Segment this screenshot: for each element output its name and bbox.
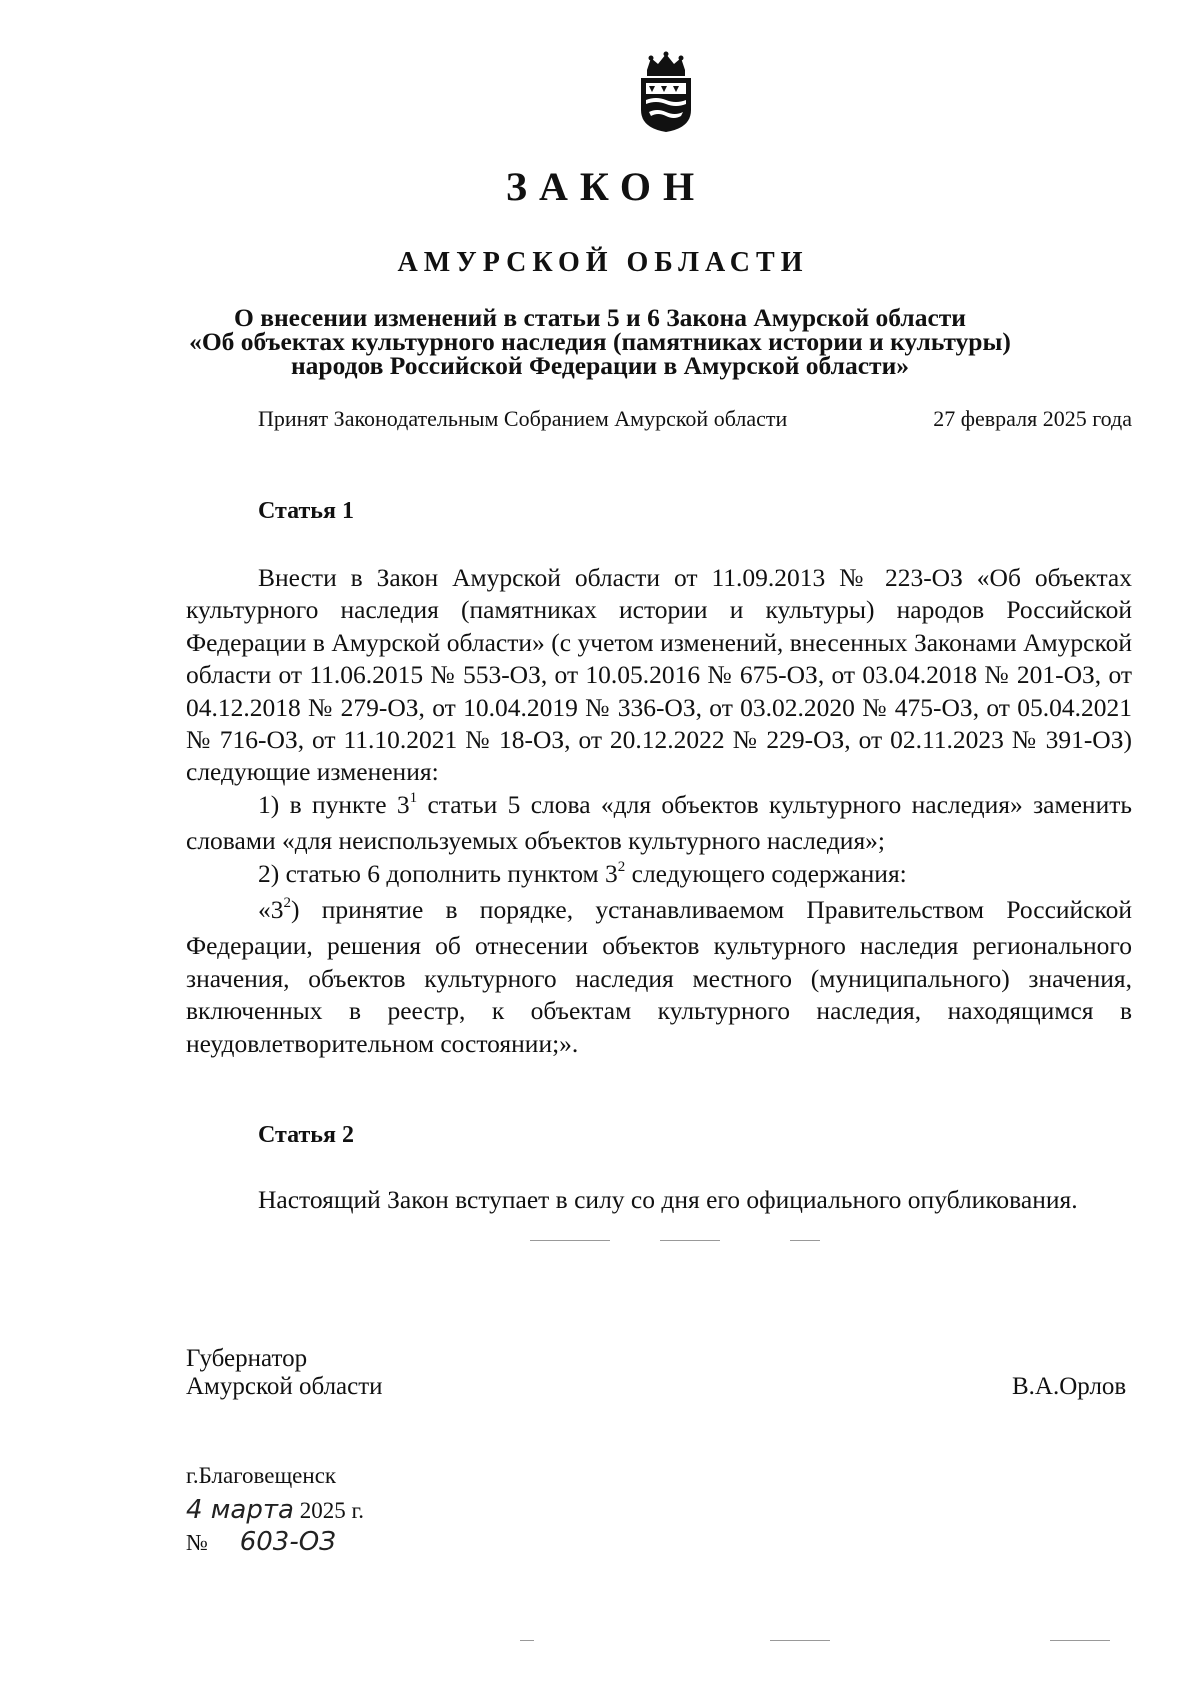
law-title: ЗАКОН xyxy=(505,164,707,209)
signatory-title: Губернатор xyxy=(186,1345,308,1372)
signing-date xyxy=(186,1495,364,1525)
number-label: № xyxy=(186,1530,208,1555)
adopted-date: 27 февраля 2025 года xyxy=(933,406,1132,431)
subject-line: «Об объектах культурного наследия (памятниках истории и культуры) xyxy=(189,327,1011,356)
signing-year: 2025 г. xyxy=(293,1498,365,1523)
article-2-text: Настоящий Закон вступает в силу со дня его официального опубликования. xyxy=(258,1185,1078,1214)
signing-place: г.Благовещенск xyxy=(186,1463,337,1488)
article-2-heading: Статья 2 xyxy=(258,1122,354,1148)
adoption-line xyxy=(258,406,1132,432)
signatory-region: Амурской области xyxy=(186,1373,383,1400)
adopted-by: Принят Законодательным Собранием Амурской области xyxy=(258,406,788,431)
article-1-body xyxy=(186,562,1132,1060)
article-2-body xyxy=(186,1184,1132,1216)
handwritten-date: 4 марта xyxy=(186,1495,294,1525)
coat-of-arms-icon xyxy=(633,50,699,134)
scan-artifact xyxy=(790,1240,820,1241)
signatory-name: В.А.Орлов xyxy=(1012,1373,1127,1400)
article-1-heading: Статья 1 xyxy=(258,498,354,524)
article-1-item-2: 2) статью 6 дополнить пунктом $3^2$ следующего содержания: xyxy=(258,858,907,888)
scan-artifact xyxy=(770,1640,830,1641)
article-1-item-1: 1) в пункте $3^1$ статьи 5 слова «для объектов культурного наследия» заменить словами «для неиспользуемых объектов культурного наследия»; xyxy=(186,789,1132,856)
scan-artifact xyxy=(530,1240,610,1241)
article-1-quote: «$3^2$) принятие в порядке, устанавливаемом Правительством Российской Федерации, решения об отнесении объектов культурного наследия регионального значения, объектов культурного наследия местного (муниципального) значения, включенных в реестр, к объектам культурного наследия, находящимся в неудовлетворительном состоянии;». xyxy=(186,895,1132,1058)
law-number xyxy=(186,1527,336,1557)
article-1-intro: Внести в Закон Амурской области от 11.09.2013 № 223-ОЗ «Об объектах культурного наследия (памятниках истории и культуры) народов Российской Федерации в Амурской области» (с учетом изменений, внесенных Законами Амурской области от 11.06.2015 № 553-ОЗ, от 10.05.2016 № 675-ОЗ, от 03.04.2018 № 201-ОЗ, от 04.12.2018 № 279-ОЗ, от 10.04.2019 № 336-ОЗ, от 03.02.2020 № 475-ОЗ, от 05.04.2021 № 716-ОЗ, от 11.10.2021 № 18-ОЗ, от 20.12.2022 № 229-ОЗ, от 02.11.2023 № 391-ОЗ) следующие изменения: xyxy=(186,563,1132,787)
scan-artifact xyxy=(520,1640,534,1641)
subject-line: народов Российской Федерации в Амурской области» xyxy=(290,351,910,380)
signatory-position xyxy=(186,1345,383,1401)
scan-artifact xyxy=(1050,1640,1110,1641)
handwritten-number: 603-ОЗ xyxy=(239,1527,336,1557)
region-title: АМУРСКОЙ ОБЛАСТИ xyxy=(397,247,809,278)
scan-artifact xyxy=(660,1240,720,1241)
subject-line: О внесении изменений в статьи 5 и 6 Закона Амурской области xyxy=(233,303,967,332)
law-subject xyxy=(160,303,1040,380)
